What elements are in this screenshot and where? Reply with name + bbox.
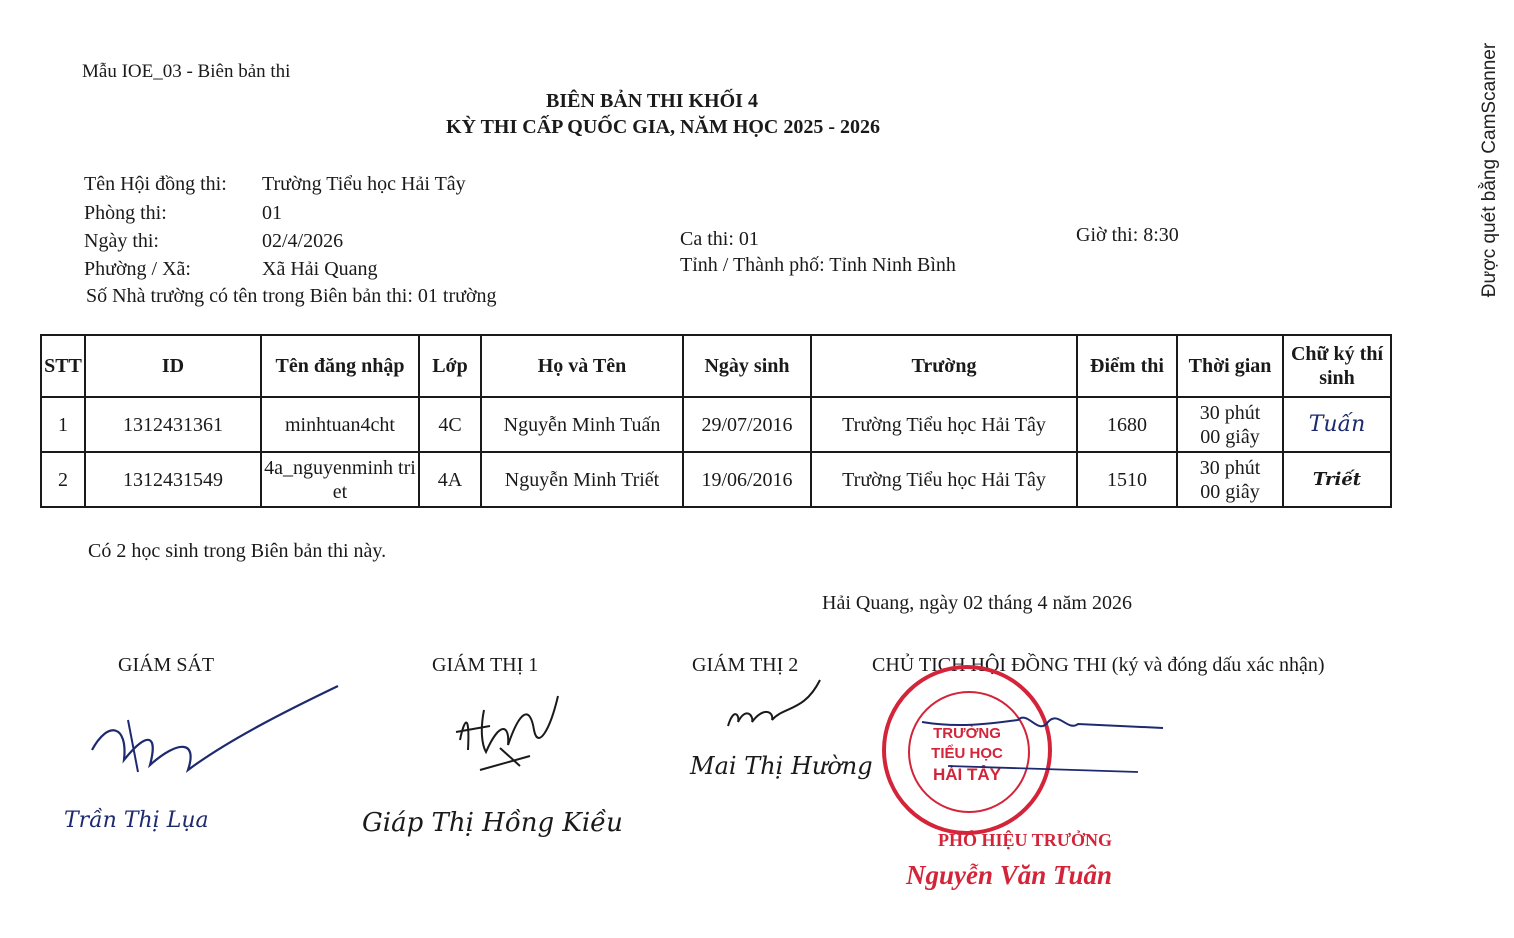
date-label: Ngày thi:: [84, 230, 159, 252]
proctor2-role: GIÁM THỊ 2: [692, 654, 799, 676]
cell-score: 1680: [1077, 397, 1177, 452]
stamp-title: PHÓ HIỆU TRƯỞNG: [938, 830, 1113, 850]
candidate-table: [40, 334, 1392, 508]
supervisor-signature-icon: [88, 680, 348, 790]
cell-dob: 19/06/2016: [683, 452, 811, 507]
header-time: Thời gian: [1177, 335, 1283, 397]
table-header-row: [41, 335, 1391, 397]
header-school: Trường: [811, 335, 1077, 397]
table-row: [41, 452, 1391, 507]
date-value: 02/4/2026: [262, 230, 344, 252]
camscanner-watermark: Được quét bằng CamScanner: [1479, 42, 1500, 298]
cell-score: 1510: [1077, 452, 1177, 507]
supervisor-name: Trần Thị Lụa: [64, 808, 209, 833]
cell-stt: 1: [41, 397, 85, 452]
school-count: Số Nhà trường có tên trong Biên bản thi: 01 trường: [86, 285, 497, 307]
document-subtitle: KỲ THI CẤP QUỐC GIA, NĂM HỌC 2025 - 2026: [445, 116, 881, 138]
table-row: [41, 397, 1391, 452]
stamp-line1: TRƯỜNG: [933, 725, 1001, 742]
supervisor-role: GIÁM SÁT: [118, 654, 215, 676]
header-score: Điểm thi: [1077, 335, 1177, 397]
province: Tỉnh / Thành phố: Tỉnh Ninh Bình: [680, 254, 956, 276]
cell-stt: 2: [41, 452, 85, 507]
header-class: Lớp: [419, 335, 481, 397]
chair-signature-icon: [918, 706, 1168, 786]
cell-class: 4A: [419, 452, 481, 507]
cell-fullname: Nguyễn Minh Triết: [481, 452, 683, 507]
ward-value: Xã Hải Quang: [262, 258, 378, 280]
stamp-line2: TIỂU HỌC: [931, 745, 1003, 762]
header-fullname: Họ và Tên: [481, 335, 683, 397]
room-value: 01: [262, 202, 282, 224]
header-stt: STT: [41, 335, 85, 397]
stamp-line3: HẢI TÂY: [933, 765, 1001, 784]
stamp-name: Nguyễn Văn Tuân: [906, 860, 1113, 890]
cell-class: 4C: [419, 397, 481, 452]
cell-signature: [1283, 452, 1391, 507]
header-id: ID: [85, 335, 261, 397]
cell-school: Trường Tiểu học Hải Tây: [811, 452, 1077, 507]
cell-id: 1312431361: [85, 397, 261, 452]
cell-username: 4a_nguyenminh triet: [261, 452, 419, 507]
header-dob: Ngày sinh: [683, 335, 811, 397]
proctor2-signature-icon: [724, 676, 834, 736]
room-label: Phòng thi:: [84, 202, 167, 224]
student-count-note: Có 2 học sinh trong Biên bản thi này.: [88, 540, 387, 562]
cell-time: 30 phút 00 giây: [1177, 397, 1283, 452]
cell-dob: 29/07/2016: [683, 397, 811, 452]
ward-label: Phường / Xã:: [84, 258, 191, 280]
form-code: Mẫu IOE_03 - Biên bản thi: [82, 61, 291, 82]
cell-time: 30 phút 00 giây: [1177, 452, 1283, 507]
cell-id: 1312431549: [85, 452, 261, 507]
council-label: Tên Hội đồng thi:: [84, 173, 227, 195]
chair-role: CHỦ TỊCH HỘI ĐỒNG THI (ký và đóng dấu xác nhận): [872, 654, 1325, 676]
cell-school: Trường Tiểu học Hải Tây: [811, 397, 1077, 452]
proctor2-name: Mai Thị Hường: [690, 752, 873, 780]
proctor1-role: GIÁM THỊ 1: [432, 654, 539, 676]
exam-shift: Ca thi: 01: [680, 228, 759, 250]
student-signature: Triết: [1312, 469, 1362, 490]
proctor1-name: Giáp Thị Hồng Kiều: [362, 808, 623, 838]
council-value: Trường Tiểu học Hải Tây: [262, 173, 466, 195]
cell-username: minhtuan4cht: [261, 397, 419, 452]
cell-fullname: Nguyễn Minh Tuấn: [481, 397, 683, 452]
place-date: Hải Quang, ngày 02 tháng 4 năm 2026: [822, 592, 1132, 614]
cell-signature: [1283, 397, 1391, 452]
header-signature: Chữ ký thí sinh: [1283, 335, 1391, 397]
proctor1-signature-icon: [450, 690, 570, 780]
student-signature: Tuấn: [1308, 411, 1366, 437]
document-title: BIÊN BẢN THI KHỐI 4: [546, 90, 758, 112]
exam-time: Giờ thi: 8:30: [1076, 224, 1179, 246]
header-username: Tên đăng nhập: [261, 335, 419, 397]
